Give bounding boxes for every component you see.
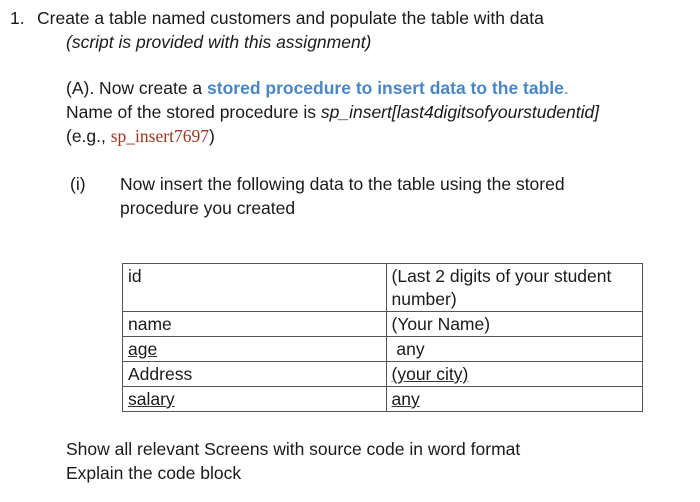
value-salary-text: any — [391, 389, 420, 409]
value-address — [386, 362, 642, 387]
question-title: Create a table named customers and populate the table with data — [37, 8, 544, 28]
field-age-label: age — [128, 339, 158, 359]
field-salary — [123, 387, 387, 412]
field-name: name — [123, 312, 387, 337]
procedure-name-pattern: sp_insert[last4digitsofyourstudentid] — [320, 102, 600, 122]
data-table — [122, 263, 643, 412]
part-a-prefix: (A). Now create a — [66, 78, 208, 98]
table-row — [123, 264, 643, 312]
footer-line-2: Explain the code block — [66, 463, 242, 483]
example-suffix: ) — [208, 126, 215, 146]
table-row — [123, 362, 643, 387]
table-row — [123, 337, 643, 362]
value-age — [386, 337, 642, 362]
value-id-line-2: number) — [391, 289, 457, 309]
table-row — [123, 387, 643, 412]
value-salary — [386, 387, 642, 412]
field-age — [123, 337, 387, 362]
part-a-line-3 — [66, 124, 215, 148]
part-a-line-1 — [66, 76, 569, 100]
field-salary-label: salary — [128, 389, 175, 409]
value-id — [386, 264, 642, 312]
table-row — [123, 312, 643, 337]
part-a-highlight-end: . — [563, 78, 569, 98]
value-name: (Your Name) — [386, 312, 642, 337]
value-address-text: (your city) — [391, 364, 469, 384]
part-i-label: (i) — [70, 174, 86, 194]
part-i-line-2: procedure you created — [120, 198, 296, 218]
example-prefix: (e.g., — [66, 126, 111, 146]
part-i-line-1: Now insert the following data to the table using the stored — [120, 174, 565, 194]
part-a-line-2 — [66, 100, 599, 124]
question-subtitle: (script is provided with this assignment) — [66, 32, 372, 52]
field-id: id — [123, 264, 387, 312]
example-procedure-name: sp_insert7697 — [110, 126, 209, 146]
part-a-highlight: stored procedure to insert data to the table — [207, 78, 564, 98]
part-a-name-prefix: Name of the stored procedure is — [66, 102, 321, 122]
value-id-line-1: (Last 2 digits of your student — [391, 266, 612, 286]
value-age-text: any — [396, 339, 425, 359]
question-number: 1. — [10, 8, 25, 28]
footer-line-1: Show all relevant Screens with source code in word format — [66, 439, 521, 459]
field-address: Address — [123, 362, 387, 387]
